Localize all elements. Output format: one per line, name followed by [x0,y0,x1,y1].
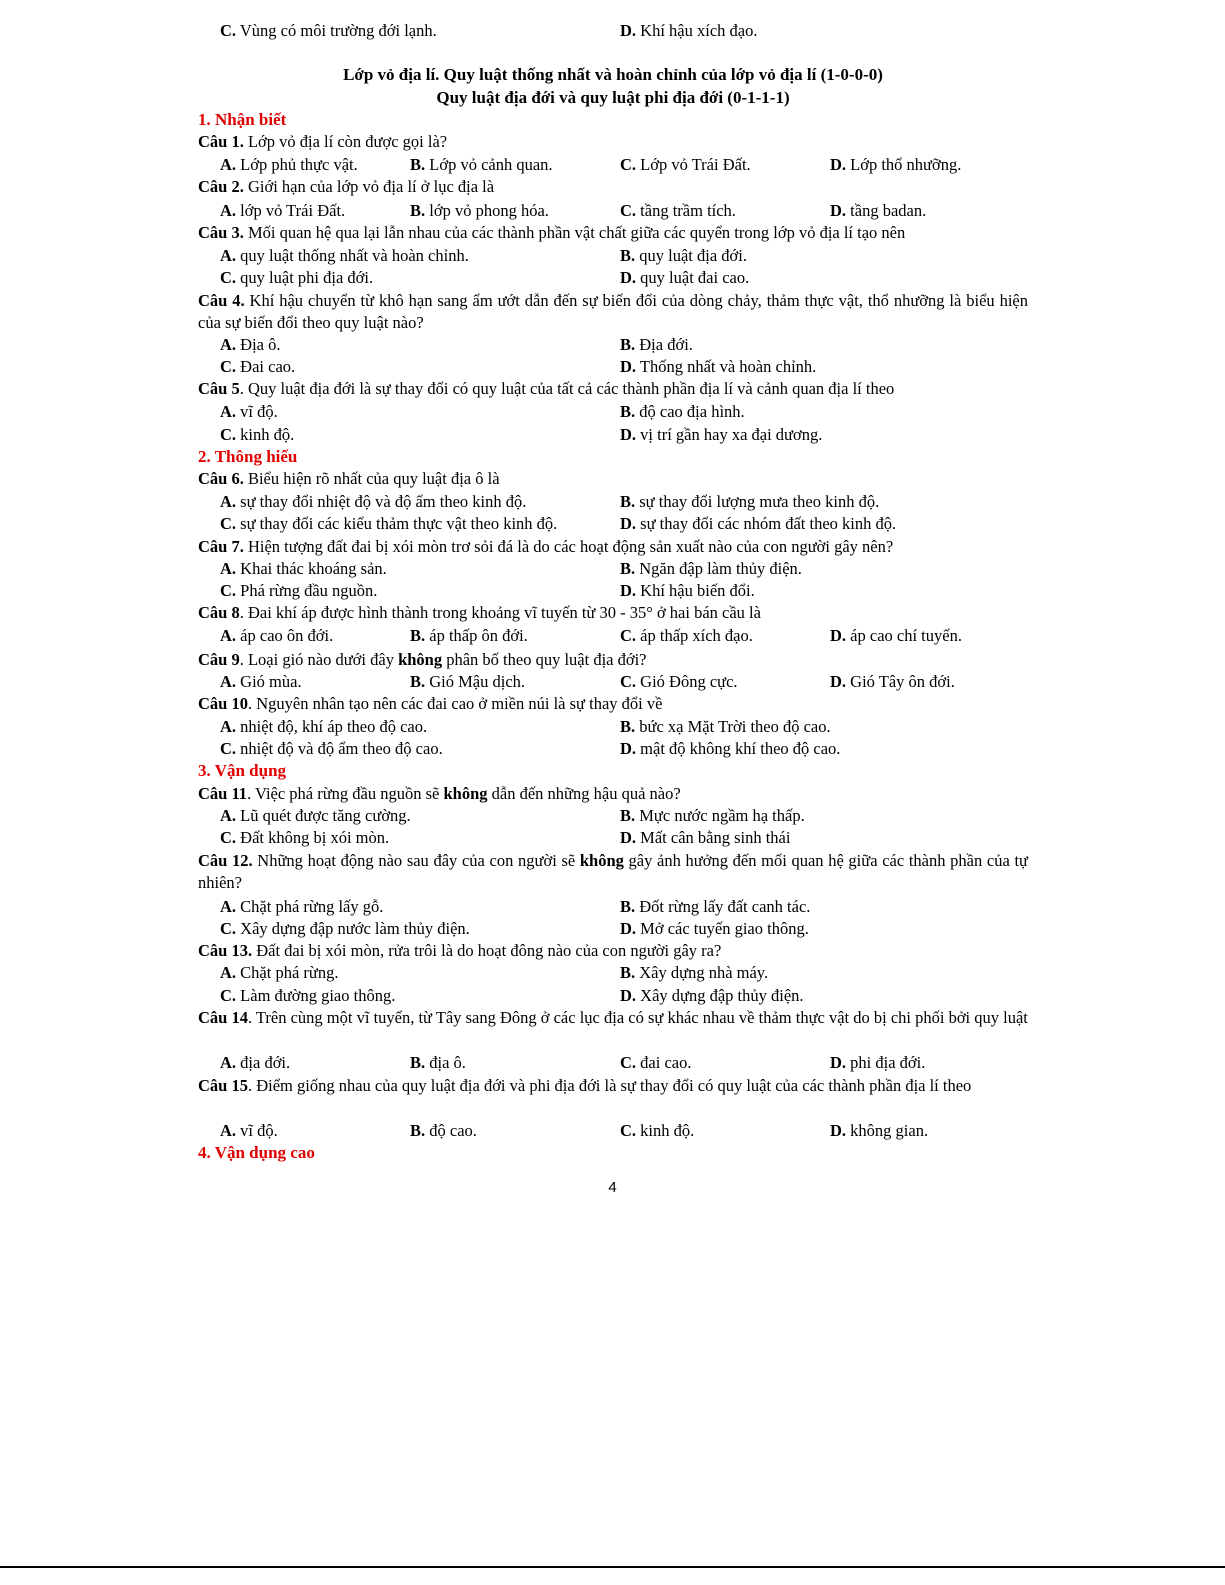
question-5-options-row2 [198,424,1028,446]
question-1-options [198,154,1028,176]
question-2-options [198,200,1028,222]
option-a: A. Chặt phá rừng lấy gỗ. [220,897,384,916]
option-a: A. Khai thác khoáng sản. [220,559,387,578]
option-c: C. áp thấp xích đạo. [620,626,753,645]
option-b: B. độ cao địa hình. [620,402,745,421]
option-c: C. Xây dựng đập nước làm thủy điện. [220,919,470,938]
option-b: B. Địa đới. [620,335,693,354]
question-15-options [198,1120,1028,1142]
option-d: D. phi địa đới. [830,1053,926,1072]
question-10-options-row1 [198,716,1028,738]
option-a: A. Địa ô. [220,335,281,354]
option-d: D. vị trí gần hay xa đại dương. [620,425,823,444]
question-4-options-row2 [198,356,1028,378]
option-b: B. Lớp vỏ cảnh quan. [410,155,553,174]
option-c: C. nhiệt độ và độ ẩm theo độ cao. [220,739,443,758]
question-4-options-row1 [198,334,1028,356]
question-9-options [198,671,1028,693]
option-b: B. Xây dựng nhà máy. [620,963,769,982]
bottom-divider [0,1566,1225,1568]
question-8-options [198,625,1028,647]
question-2: Câu 2. Giới hạn của lớp vỏ địa lí ở lục địa là [198,177,495,196]
option-c: C. Vùng có môi trường đới lạnh. [220,21,437,40]
option-c: C. đai cao. [620,1053,692,1072]
question-3-options-row2 [198,267,1028,289]
heading-title-2: Quy luật địa đới và quy luật phi địa đới (0-1-1-1) [436,88,790,107]
option-d: D. Xây dựng đập thủy điện. [620,986,804,1005]
option-b: B. bức xạ Mặt Trời theo độ cao. [620,717,831,736]
question-12-options-row2 [198,918,1028,940]
option-b: B. quy luật địa đới. [620,246,747,265]
option-a: A. vĩ độ. [220,402,278,421]
option-a: A. lớp vỏ Trái Đất. [220,201,346,220]
option-c: C. kinh độ. [220,425,295,444]
option-a: A. áp cao ôn đới. [220,626,334,645]
option-b: B. Mực nước ngầm hạ thấp. [620,806,805,825]
page-number: 4 [608,1179,617,1196]
option-d: D. quy luật đai cao. [620,268,750,287]
option-c: C. Đất không bị xói mòn. [220,828,390,847]
question-6-options-row2 [198,513,1028,535]
section-nhan-biet: 1. Nhận biết [198,110,287,129]
question-6: Câu 6. Biểu hiện rõ nhất của quy luật địa ô là [198,469,500,488]
option-d: D. Mở các tuyến giao thông. [620,919,809,938]
option-d: D. tầng badan. [830,201,927,220]
option-b: B. sự thay đổi lượng mưa theo kinh độ. [620,492,880,511]
option-a: A. Chặt phá rừng. [220,963,339,982]
option-c: C. Lớp vỏ Trái Đất. [620,155,751,174]
option-a: A. vĩ độ. [220,1121,278,1140]
option-a: A. Gió mùa. [220,672,302,691]
question-13-options-row1 [198,962,1028,984]
option-d: D. Gió Tây ôn đới. [830,672,955,691]
option-c: C. Phá rừng đầu nguồn. [220,581,378,600]
question-3: Câu 3. Mối quan hệ qua lại lẫn nhau của các thành phần vật chất giữa các quyển trong lớp vỏ địa lí tạo nên [198,223,906,242]
option-c: C. quy luật phi địa đới. [220,268,374,287]
option-c: C. sự thay đổi các kiểu thảm thực vật theo kinh độ. [220,514,558,533]
option-b: B. độ cao. [410,1121,477,1140]
question-6-options-row1 [198,491,1028,513]
question-14: Câu 14. Trên cùng một vĩ tuyến, từ Tây sang Đông ở các lục địa có sự khác nhau về thảm thực vật do bị chi phối bởi quy luật [198,1008,1028,1027]
option-d: D. Mất cân bằng sinh thái [620,828,791,847]
option-b: B. Gió Mậu dịch. [410,672,526,691]
option-c: C. tầng trầm tích. [620,201,736,220]
section-thong-hieu: 2. Thông hiểu [198,447,298,466]
option-d: D. áp cao chí tuyến. [830,626,962,645]
option-b: B. áp thấp ôn đới. [410,626,528,645]
question-13-options-row2 [198,985,1028,1007]
option-a: A. Lũ quét được tăng cường. [220,806,411,825]
question-11-options-row1 [198,805,1028,827]
option-c: C. kinh độ. [620,1121,695,1140]
question-11: Câu 11. Việc phá rừng đầu nguồn sẽ không dẫn đến những hậu quả nào? [198,784,681,803]
question-10: Câu 10. Nguyên nhân tạo nên các đai cao ở miền núi là sự thay đổi về [198,694,663,713]
question-9: Câu 9. Loại gió nào dưới đây không phân bố theo quy luật địa đới? [198,650,647,669]
prev-question-options [198,20,1028,42]
question-7: Câu 7. Hiện tượng đất đai bị xói mòn trơ sỏi đá là do các hoạt động sản xuất nào của con người gây nên? [198,537,894,556]
option-c: C. Đai cao. [220,357,296,376]
option-b: B. lớp vỏ phong hóa. [410,201,549,220]
option-d: D. không gian. [830,1121,929,1140]
question-14-options [198,1052,1028,1074]
option-c: C. Gió Đông cực. [620,672,738,691]
option-d: D. sự thay đổi các nhóm đất theo kinh độ. [620,514,897,533]
heading-title-1: Lớp vỏ địa lí. Quy luật thống nhất và hoàn chỉnh của lớp vỏ địa lí (1-0-0-0) [343,65,883,84]
option-a: A. Lớp phủ thực vật. [220,155,358,174]
question-8: Câu 8. Đai khí áp được hình thành trong khoảng vĩ tuyến từ 30 - 35° ở hai bán cầu là [198,603,761,622]
question-11-options-row2 [198,827,1028,849]
question-15: Câu 15. Điểm giống nhau của quy luật địa đới và phi địa đới là sự thay đổi có quy luật của các thành phần địa lí theo [198,1076,972,1095]
question-7-options-row1 [198,558,1028,580]
option-c: C. Làm đường giao thông. [220,986,396,1005]
question-3-options-row1 [198,245,1028,267]
option-a: A. địa đới. [220,1053,291,1072]
question-5-options-row1 [198,401,1028,423]
question-5: Câu 5. Quy luật địa đới là sự thay đổi có quy luật của tất cả các thành phần địa lí và cảnh quan địa lí theo [198,379,895,398]
option-d: D. Thống nhất và hoàn chỉnh. [620,357,817,376]
question-7-options-row2 [198,580,1028,602]
section-van-dung-cao: 4. Vận dụng cao [198,1143,315,1162]
option-d: D. mật độ không khí theo độ cao. [620,739,841,758]
question-10-options-row2 [198,738,1028,760]
section-van-dung: 3. Vận dụng [198,761,287,780]
option-d: D. Khí hậu xích đạo. [620,21,758,40]
question-4: Câu 4. Khí hậu chuyển từ khô hạn sang ẩm ướt dẫn đến sự biến đổi của dòng chảy, thảm thực vật, thổ nhưỡng là biểu hiện của sự biến đổi theo quy luật nào? [198,291,1028,332]
question-12: Câu 12. Những hoạt động nào sau đây của con người sẽ không gây ảnh hưởng đến mối quan hệ giữa các thành phần của tự nhiên? [198,851,1028,892]
option-a: A. sự thay đổi nhiệt độ và độ ẩm theo kinh độ. [220,492,527,511]
option-a: A. quy luật thống nhất và hoàn chỉnh. [220,246,469,265]
option-a: A. nhiệt độ, khí áp theo độ cao. [220,717,428,736]
option-d: D. Khí hậu biến đổi. [620,581,755,600]
option-b: B. Đốt rừng lấy đất canh tác. [620,897,811,916]
option-b: B. Ngăn đập làm thủy điện. [620,559,802,578]
option-d: D. Lớp thổ nhưỡng. [830,155,962,174]
question-12-options-row1 [198,896,1028,918]
question-1: Câu 1. Lớp vỏ địa lí còn được gọi là? [198,132,448,151]
option-b: B. địa ô. [410,1053,466,1072]
question-13: Câu 13. Đất đai bị xói mòn, rửa trôi là do hoạt đông nào của con người gây ra? [198,941,722,960]
